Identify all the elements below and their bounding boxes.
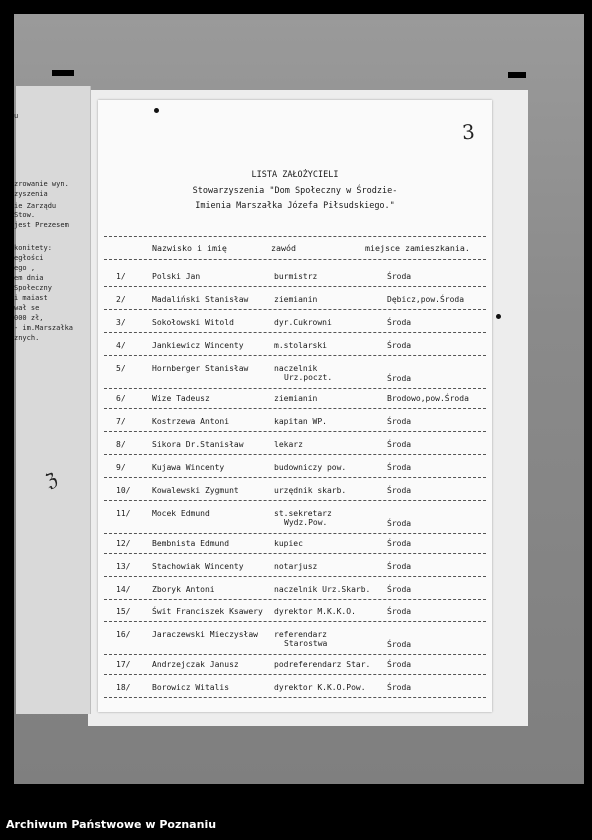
- back-sheet-line: ie Zarządu: [14, 202, 57, 210]
- row-separator: [104, 599, 486, 600]
- row-separator: [104, 332, 486, 333]
- row-occupation: naczelnik Urz.Skarb.: [274, 585, 371, 594]
- archive-credit: Archiwum Państwowe w Poznaniu: [6, 818, 217, 831]
- row-number: 10/: [116, 486, 131, 495]
- back-sheet-line: egłości: [14, 254, 44, 262]
- document-subtitle-line2: Imienia Marszałka Józefa Piłsudskiego.": [195, 201, 395, 211]
- row-occupation: lekarz: [274, 440, 303, 449]
- row-separator: [104, 674, 486, 675]
- row-number: 1/: [116, 272, 126, 281]
- film-notch-right: [508, 72, 526, 78]
- row-separator: [104, 388, 486, 389]
- row-occupation: urzędnik skarb.: [274, 486, 347, 495]
- row-separator: [104, 533, 486, 534]
- row-residence: Środa: [387, 272, 412, 281]
- row-name: Sokołowski Witold: [152, 318, 234, 327]
- back-sheet-line: Stow.: [14, 211, 36, 219]
- back-sheet-line: konitety:: [14, 244, 52, 252]
- row-separator: [104, 309, 486, 310]
- row-separator: [104, 500, 486, 501]
- row-occupation: dyr.Cukrowni: [274, 318, 332, 327]
- back-sheet: [16, 86, 91, 714]
- row-occupation: dyrektor K.K.O.Pow.: [274, 683, 366, 692]
- row-number: 14/: [116, 585, 131, 594]
- row-number: 16/: [116, 630, 131, 639]
- row-occupation: st.sekretarz: [274, 509, 332, 518]
- back-sheet-line: wał se: [14, 304, 40, 312]
- row-separator: [104, 431, 486, 432]
- page-number: 3: [461, 119, 476, 145]
- row-number: 13/: [116, 562, 131, 571]
- row-name: Andrzejczak Janusz: [152, 660, 239, 669]
- row-name: Kostrzewa Antoni: [152, 417, 230, 426]
- row-residence: Środa: [387, 607, 412, 616]
- row-name: Kowalewski Zygmunt: [152, 486, 239, 495]
- back-sheet-line: zyszenia: [14, 190, 48, 198]
- row-residence: Środa: [387, 640, 412, 649]
- header-rule-top: [104, 236, 486, 237]
- row-number: 2/: [116, 295, 126, 304]
- row-separator: [104, 355, 486, 356]
- row-occupation: notarjusz: [274, 562, 318, 571]
- row-residence: Środa: [387, 562, 412, 571]
- row-residence: Brodowo,pow.Środa: [387, 394, 469, 403]
- row-residence: Środa: [387, 318, 412, 327]
- row-occupation-line2: Urz.poczt.: [284, 373, 333, 382]
- row-name: Polski Jan: [152, 272, 201, 281]
- row-residence: Środa: [387, 539, 412, 548]
- row-separator: [104, 654, 486, 655]
- row-separator: [104, 454, 486, 455]
- row-number: 8/: [116, 440, 126, 449]
- row-residence: Środa: [387, 417, 412, 426]
- row-number: 4/: [116, 341, 126, 350]
- row-residence: Dębicz,pow.Środa: [387, 295, 465, 304]
- row-number: 3/: [116, 318, 126, 327]
- row-number: 5/: [116, 364, 126, 373]
- row-separator: [104, 286, 486, 287]
- row-name: Jaraczewski Mieczysław: [152, 630, 258, 639]
- row-occupation: ziemianin: [274, 394, 318, 403]
- punch-hole-left: [154, 108, 159, 113]
- row-residence: Środa: [387, 585, 412, 594]
- row-residence: Środa: [387, 341, 412, 350]
- document-title: LISTA ZAŁOŻYCIELI: [251, 170, 339, 180]
- row-name: Borowicz Witalis: [152, 683, 230, 692]
- back-sheet-line: em dnia: [14, 274, 44, 282]
- row-residence: Środa: [387, 660, 412, 669]
- row-name: Hornberger Stanisław: [152, 364, 249, 373]
- document-subtitle-line1: Stowarzyszenia "Dom Społeczny w Środzie-: [192, 186, 398, 196]
- row-residence: Środa: [387, 440, 412, 449]
- row-residence: Środa: [387, 683, 412, 692]
- row-occupation: burmistrz: [274, 272, 318, 281]
- row-occupation: m.stolarski: [274, 341, 327, 350]
- row-separator: [104, 576, 486, 577]
- back-sheet-line: znych.: [14, 334, 40, 342]
- row-occupation: budowniczy pow.: [274, 463, 347, 472]
- row-name: Sikora Dr.Stanisław: [152, 440, 244, 449]
- film-notch-left: [52, 70, 74, 76]
- row-occupation-line2: Wydz.Pow.: [284, 518, 328, 527]
- row-name: Zboryk Antoni: [152, 585, 215, 594]
- row-name: Jankiewicz Wincenty: [152, 341, 244, 350]
- row-name: Madaliński Stanisław: [152, 295, 249, 304]
- row-residence: Środa: [387, 374, 412, 383]
- header-rule-bottom: [104, 259, 486, 260]
- row-number: 11/: [116, 509, 131, 518]
- row-separator: [104, 477, 486, 478]
- back-sheet-line: 000 zł,: [14, 314, 44, 322]
- row-number: 17/: [116, 660, 131, 669]
- row-number: 18/: [116, 683, 131, 692]
- row-residence: Środa: [387, 519, 412, 528]
- row-number: 15/: [116, 607, 131, 616]
- row-number: 7/: [116, 417, 126, 426]
- row-occupation: kupiec: [274, 539, 303, 548]
- back-sheet-line: i maiast: [14, 294, 48, 302]
- row-separator: [104, 621, 486, 622]
- back-sheet-line: - im.Marszałka: [14, 324, 74, 332]
- header-occupation: zawód: [271, 243, 296, 253]
- row-name: Mocek Edmund: [152, 509, 210, 518]
- back-sheet-line: u: [14, 112, 19, 120]
- row-residence: Środa: [387, 486, 412, 495]
- row-name: Wize Tadeusz: [152, 394, 210, 403]
- punch-hole-right: [496, 314, 501, 319]
- row-occupation: podreferendarz Star.: [274, 660, 371, 669]
- back-sheet-line: Społeczny: [14, 284, 52, 292]
- row-occupation-line2: Starostwa: [284, 639, 328, 648]
- back-sheet-line: zrowanie wyn.: [14, 180, 69, 188]
- row-number: 9/: [116, 463, 126, 472]
- row-name: Świt Franciszek Ksawery: [152, 607, 263, 616]
- row-separator: [104, 697, 486, 698]
- row-name: Kujawa Wincenty: [152, 463, 225, 472]
- handwritten-mark: ℨ: [42, 468, 61, 493]
- row-occupation: naczelnik: [274, 364, 318, 373]
- row-residence: Środa: [387, 463, 412, 472]
- row-occupation: referendarz: [274, 630, 327, 639]
- header-residence: miejsce zamieszkania.: [365, 243, 470, 253]
- back-sheet-line: ego ,: [14, 264, 36, 272]
- row-occupation: ziemianin: [274, 295, 318, 304]
- row-occupation: kapitan WP.: [274, 417, 327, 426]
- header-name: Nazwisko i imię: [152, 243, 227, 253]
- back-sheet-line: jest Prezesem: [14, 221, 69, 229]
- row-name: Stachowiak Wincenty: [152, 562, 244, 571]
- row-occupation: dyrektor M.K.K.O.: [274, 607, 356, 616]
- row-separator: [104, 408, 486, 409]
- row-name: Bembnista Edmund: [152, 539, 230, 548]
- row-number: 6/: [116, 394, 126, 403]
- row-separator: [104, 553, 486, 554]
- row-number: 12/: [116, 539, 131, 548]
